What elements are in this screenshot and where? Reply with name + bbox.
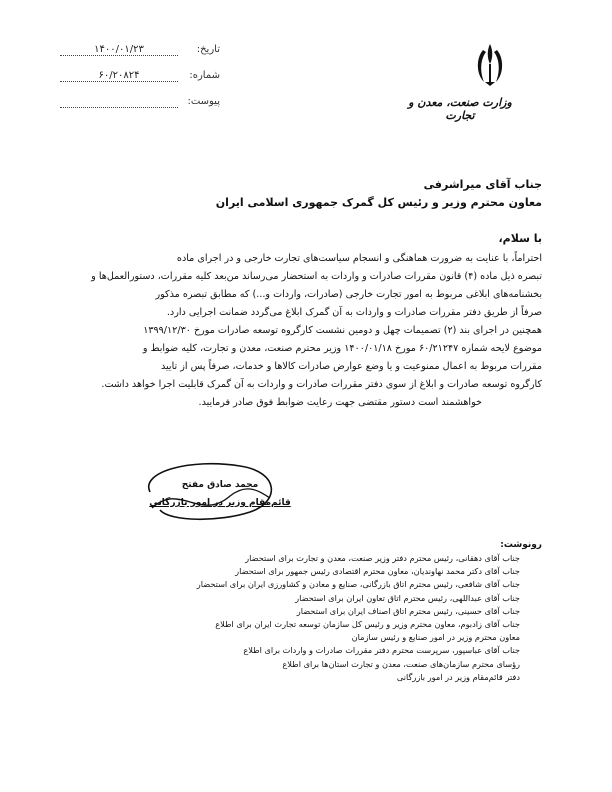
cc-item: جناب آقای حسینی، رئیس محترم اتاق اصناف ایران برای استحضار [296, 605, 520, 616]
meta-date-row [60, 44, 220, 58]
addressee-name: جناب آقای میراشرفی [423, 178, 542, 191]
body-line: صرفاً از طریق دفتر مقررات صادرات و واردات به آن گمرک ابلاغ می‌گردد ضمانت اجرایی دارد. [166, 307, 542, 318]
addressee-title: معاون محترم وزیر و رئیس کل گمرک جمهوری اسلامی ایران [215, 196, 542, 209]
body-line: بخشنامه‌های ابلاغی مربوط به امور تجارت خارجی (صادرات، واردات و...) که مطابق تبصره مذکور [155, 289, 542, 300]
cc-item: جناب آقای عبداللهی، رئیس محترم اتاق تعاون ایران برای استحضار [295, 592, 520, 603]
body-line: خواهشمند است دستور مقتضی جهت رعایت ضوابط فوق صادر فرمایید. [198, 397, 482, 408]
body-line: احتراماً، با عنایت به ضرورت هماهنگی و انسجام سیاست‌های تجارت خارجی و در اجرای ماده [176, 253, 542, 264]
attachment-value-line [60, 96, 178, 108]
meta-number-row [60, 70, 220, 84]
signature-scribble [130, 452, 290, 532]
date-value: ۱۴۰۰/۰۱/۲۳ [60, 44, 178, 56]
cc-item: جناب آقای زادبوم، معاون محترم وزیر و رئیس کل سازمان توسعه تجارت ایران برای اطلاع [215, 619, 520, 630]
date-label: تاریخ: [196, 44, 220, 55]
body-line: کارگروه توسعه صادرات و ابلاغ از سوی دفتر مقررات صادرات و واردات به آن گمرک قابلیت اجرا خواهد داشت. [101, 379, 542, 390]
cc-item: دفتر قائم‌مقام وزیر در امور بازرگانی [396, 671, 520, 682]
number-label: شماره: [189, 70, 220, 81]
cc-item: جناب آقای دهقانی، رئیس محترم دفتر وزیر صنعت، معدن و تجارت برای استحضار [245, 553, 520, 563]
letter-body [70, 250, 542, 412]
cc-item: معاون محترم وزیر در امور صنایع و رئیس سازمان [351, 632, 520, 643]
cc-list [196, 552, 520, 684]
signature-title: قائم‌مقام وزیر در امور بازرگانی [149, 498, 291, 508]
body-line: مقررات مربوط به اعمال ممنوعیت و یا وضع عوارض صادرات کالاها و خدمات، صرفاً پس از تایید [161, 361, 542, 372]
meta-attachment-row [60, 96, 220, 110]
attachment-label: پیوست: [187, 96, 220, 107]
ministry-name: وزارت صنعت، معدن و تجارت [408, 96, 512, 122]
cc-item: رؤسای محترم سازمان‌های صنعت، معدن و تجارت استان‌ها برای اطلاع [282, 658, 520, 669]
signature-name: محمد صادق مفتح [181, 480, 259, 490]
cc-heading: رونوشت: [500, 540, 542, 550]
cc-item: جناب آقای شافعی، رئیس محترم اتاق بازرگانی، صنایع و معادن و کشاورزی ایران برای استحضار [196, 579, 520, 590]
body-line: همچنین در اجرای بند (۲) تصمیمات چهل و دومین نشست کارگروه توسعه صادرات مورخ ۱۳۹۹/۱۲/۳۰ [143, 325, 542, 336]
body-line: موضوع لایحه شماره ۶۰/۲۱۲۴۷ مورخ ۱۴۰۰/۰۱/۱۸ وزیر محترم صنعت، معدن و تجارت، کلیه ضوابط و [142, 343, 542, 354]
body-line: تبصره ذیل ماده (۴) قانون مقررات صادرات و واردات به استحضار می‌رساند من‌بعد کلیه مقررات، دستورالعمل‌ها و [91, 271, 542, 282]
iran-emblem-logo [470, 40, 510, 88]
cc-item: جناب آقای عباسپور، سرپرست محترم دفتر مقررات صادرات و واردات برای اطلاع [243, 645, 520, 656]
greeting: با سلام، [498, 232, 542, 245]
number-value: ۶۰/۲۰۸۲۴ [60, 70, 178, 82]
cc-item: جناب آقای دکتر محمد نهاوندیان، معاون محترم اقتصادی رئیس جمهور برای استحضار [235, 566, 520, 577]
